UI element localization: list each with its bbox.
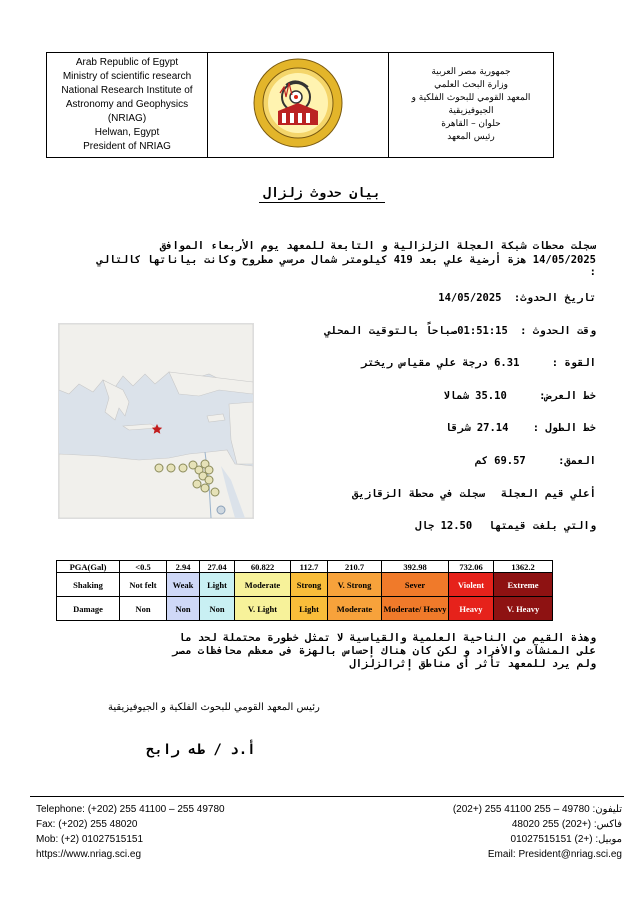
header-en-line: Ministry of scientific research bbox=[62, 71, 192, 82]
detail-label: أعلي قيم العجلة bbox=[501, 488, 596, 500]
letterhead-english bbox=[47, 53, 208, 157]
table-row bbox=[57, 561, 553, 573]
intro-line-1: سجلت محطات شبكة العجلة الزلزالية و التابعة للمعهد يوم الأربعاء الموافق bbox=[159, 240, 596, 252]
detail-date bbox=[266, 292, 596, 304]
table-row bbox=[57, 597, 553, 621]
assessment-paragraph bbox=[56, 632, 596, 671]
institute-logo-cell bbox=[208, 53, 389, 157]
header-en-line: Astronomy and Geophysics bbox=[65, 99, 189, 110]
header-ar-line: المعهد القومي للبحوث الفلكية و bbox=[411, 93, 531, 103]
footer-contact-arabic bbox=[453, 802, 622, 862]
table-cell: 60.822 bbox=[235, 561, 291, 573]
letterhead-arabic bbox=[389, 53, 553, 157]
table-cell: Light bbox=[200, 573, 235, 597]
nriag-logo-icon bbox=[208, 53, 388, 157]
paragraph-line: ولم يرد للمعهد تأثر أى مناطق إثرالزلزال bbox=[349, 658, 596, 670]
signature-title: رئيس المعهد القومي للبحوث الفلكية و الجيوفيزيقية bbox=[108, 702, 320, 713]
detail-magnitude bbox=[266, 357, 596, 369]
table-cell: Moderate bbox=[235, 573, 291, 597]
table-row bbox=[57, 573, 553, 597]
footer-fax: Fax: (+202) 255 48020 bbox=[36, 819, 138, 830]
region-map-image bbox=[59, 324, 253, 518]
detail-label: خط الطول : bbox=[532, 422, 596, 434]
detail-value: 6.31 درجة علي مقياس ريختر bbox=[361, 357, 520, 369]
table-cell: V. Heavy bbox=[494, 597, 553, 621]
header-ar-line: رئيس المعهد bbox=[447, 132, 495, 142]
header-ar-line: وزارة البحث العلمي bbox=[434, 80, 508, 90]
table-cell: Violent bbox=[449, 573, 494, 597]
detail-pga-value bbox=[266, 520, 596, 532]
detail-label: القوة : bbox=[551, 357, 596, 369]
detail-latitude bbox=[266, 390, 596, 402]
table-cell: Non bbox=[120, 597, 167, 621]
detail-value: 27.14 شرقا bbox=[445, 422, 509, 434]
intro-line-3: : bbox=[589, 266, 596, 278]
detail-max-pga bbox=[266, 488, 596, 500]
table-cell: Non bbox=[200, 597, 235, 621]
signature-name: أ.د / طه رابح bbox=[146, 742, 256, 758]
detail-label: والتي بلغت قيمتها bbox=[488, 520, 596, 532]
table-cell: Strong bbox=[291, 573, 328, 597]
detail-label: العمق: bbox=[558, 455, 596, 467]
table-cell: Heavy bbox=[449, 597, 494, 621]
detail-value: 35.10 شمالا bbox=[443, 390, 507, 402]
table-cell: PGA(Gal) bbox=[57, 561, 120, 573]
footer-mobile-ar: موبيل: (+2) 01027515151 bbox=[510, 834, 622, 845]
detail-time bbox=[266, 325, 596, 337]
table-cell: 732.06 bbox=[449, 561, 494, 573]
letterhead bbox=[46, 52, 554, 158]
table-cell: <0.5 bbox=[120, 561, 167, 573]
header-en-line: Helwan, Egypt bbox=[94, 127, 160, 138]
table-cell: 210.7 bbox=[328, 561, 382, 573]
table-cell: Extreme bbox=[494, 573, 553, 597]
footer-mobile: Mob: (+2) 01027515151 bbox=[36, 834, 144, 845]
detail-label: تاريخ الحدوث: bbox=[513, 292, 596, 304]
footer-fax-ar: فاكس: (+202) 255 48020 bbox=[511, 819, 622, 830]
detail-longitude bbox=[266, 422, 596, 434]
table-cell: Moderate bbox=[328, 597, 382, 621]
table-cell: Weak bbox=[167, 573, 200, 597]
table-cell: Damage bbox=[57, 597, 120, 621]
table-cell: Light bbox=[291, 597, 328, 621]
paragraph-line: وهذة القيم من الناحية العلمية والقياسية لا تمثل خطورة محتملة لحد ما bbox=[178, 632, 596, 644]
header-ar-line: حلوان – القاهرة bbox=[441, 119, 501, 129]
detail-depth bbox=[266, 455, 596, 467]
footer-website-link[interactable]: https://www.nriag.sci.eg bbox=[36, 849, 142, 860]
footer-divider bbox=[30, 796, 624, 797]
document-title bbox=[0, 186, 644, 201]
table-cell: V. Light bbox=[235, 597, 291, 621]
header-en-line: National Research Institute of bbox=[61, 85, 193, 96]
table-cell: 2.94 bbox=[167, 561, 200, 573]
paragraph-line: على المنشآت والأفراد و لكن كان هناك إحساس بالهزة فى معظم محافظات مصر bbox=[172, 645, 596, 657]
document-title-text: بيان حدوث زلزال bbox=[259, 186, 384, 203]
table-cell: V. Strong bbox=[328, 573, 382, 597]
header-en-line: (NRIAG) bbox=[107, 113, 147, 124]
table-cell: Shaking bbox=[57, 573, 120, 597]
table-cell: 27.04 bbox=[200, 561, 235, 573]
detail-value: 01:51:15صباحاً بالتوقيت المحلي bbox=[324, 325, 508, 337]
header-ar-line: الجيوفيزيقية bbox=[448, 106, 494, 116]
footer-email-link[interactable]: Email: President@nriag.sci.eg bbox=[487, 849, 622, 860]
footer-phone-ar: تليفون: 49780 – 255 41100 255 (+202) bbox=[452, 804, 622, 815]
table-cell: Moderate/ Heavy bbox=[382, 597, 449, 621]
detail-label: وقت الحدوث : bbox=[520, 325, 596, 337]
pga-scale-table bbox=[56, 560, 553, 621]
table-cell: 392.98 bbox=[382, 561, 449, 573]
footer-contact-english bbox=[36, 802, 225, 862]
header-en-line: President of NRIAG bbox=[83, 141, 171, 152]
table-cell: 112.7 bbox=[291, 561, 328, 573]
detail-value: 14/05/2025 bbox=[438, 292, 502, 304]
detail-value: سجلت في محطة الزقازيق bbox=[352, 488, 485, 500]
footer-phone: Telephone: (+202) 255 41100 – 255 49780 bbox=[36, 804, 225, 815]
intro-line-2: 14/05/2025 هزة أرضية علي بعد 419 كيلومتر شمال مرسي مطروح وكانت بياناتها كالتالي bbox=[96, 254, 596, 266]
table-cell: Sever bbox=[382, 573, 449, 597]
table-cell: Non bbox=[167, 597, 200, 621]
detail-label: خط العرض: bbox=[539, 390, 596, 402]
table-cell: 1362.2 bbox=[494, 561, 553, 573]
detail-value: 69.57 كم bbox=[475, 455, 526, 467]
header-en-line: Arab Republic of Egypt bbox=[75, 57, 179, 68]
table-cell: Not felt bbox=[120, 573, 167, 597]
epicenter-map bbox=[58, 323, 254, 519]
header-ar-line: جمهورية مصر العربية bbox=[431, 67, 511, 77]
detail-value: 12.50 جال bbox=[415, 520, 473, 532]
